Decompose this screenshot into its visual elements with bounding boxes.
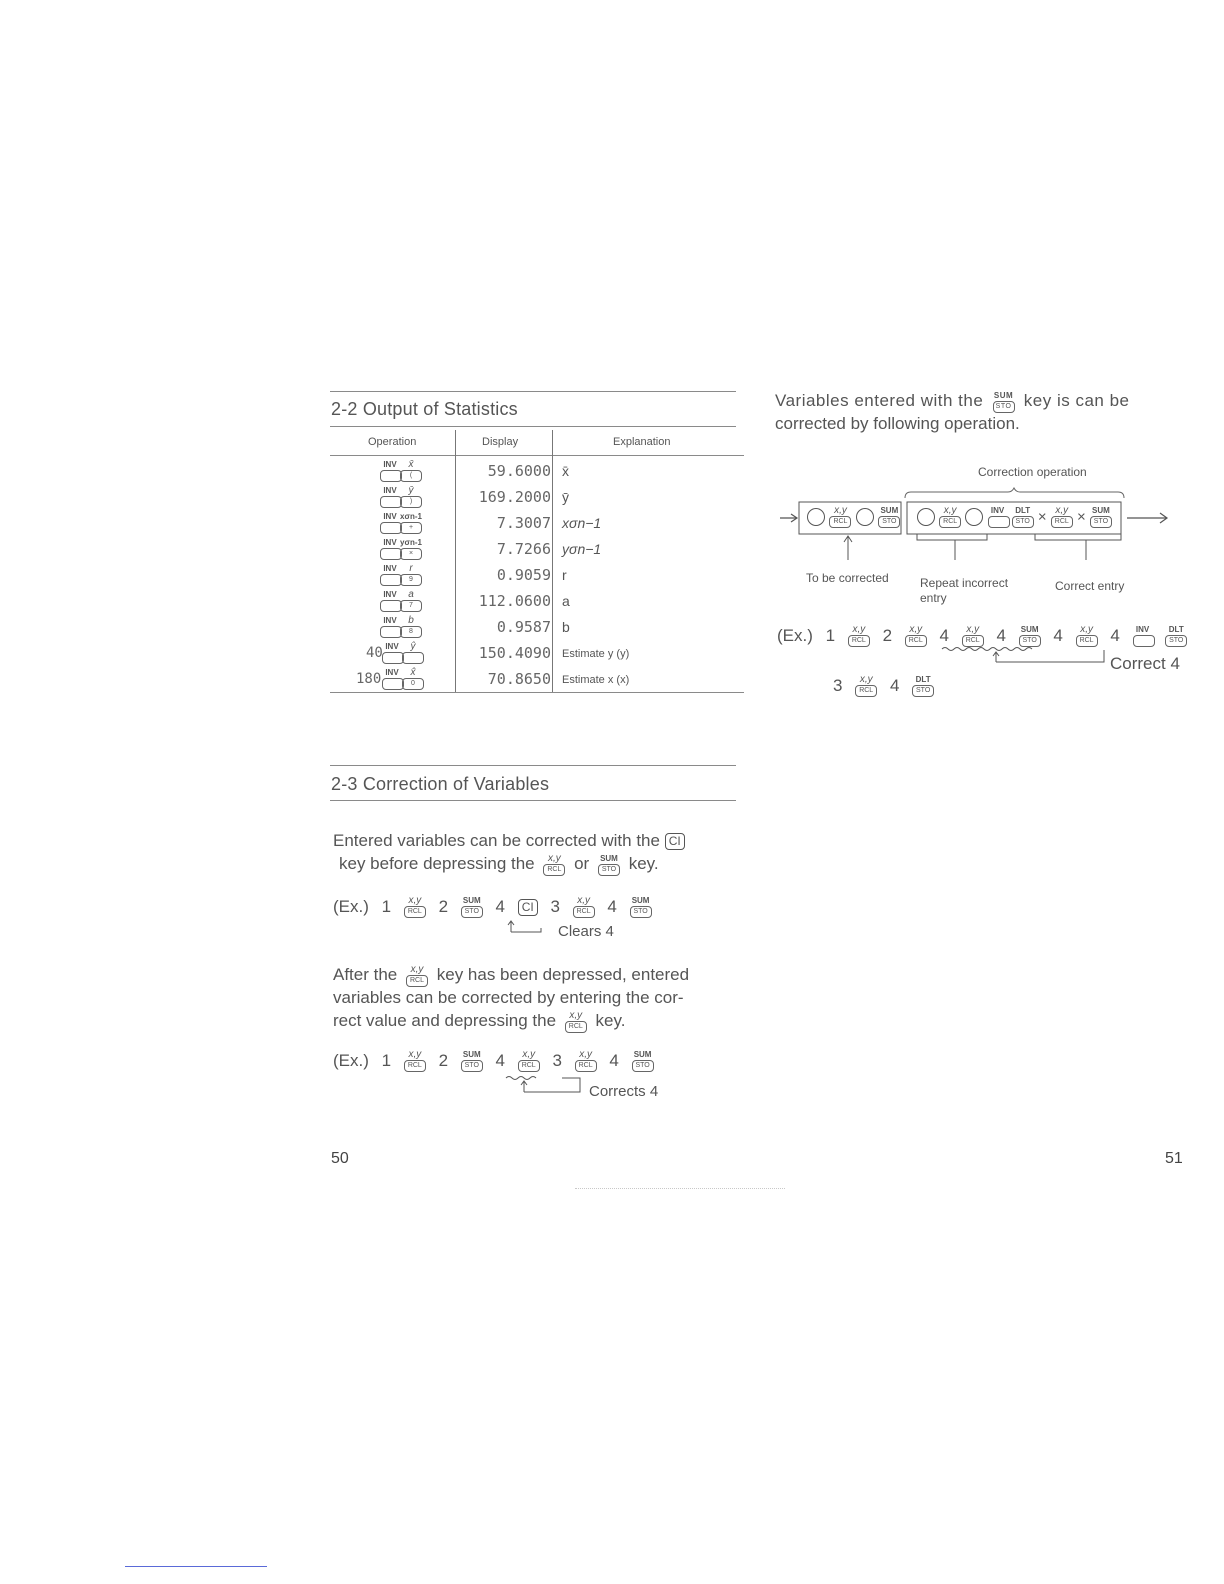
diagram-box-1 [807, 505, 900, 529]
header-operation: Operation [368, 436, 417, 448]
calculator-key: r 9 [400, 563, 422, 587]
explanation: xσn−1 [562, 515, 602, 531]
xy-rcl-key: x,y RCL [855, 674, 877, 698]
title-underline [330, 800, 736, 801]
xy-rcl-key: x,y RCL [905, 624, 927, 648]
display-value: 169.2000 [478, 488, 551, 506]
sum-sto-key: SUM STO [598, 853, 620, 877]
example-right-line-2: 3 x,y RCL 4 DLT STO [833, 674, 942, 698]
scan-artifact [575, 1188, 785, 1189]
inv-key: INV [382, 641, 402, 665]
explanation: r [562, 567, 567, 583]
explanation: b [562, 619, 570, 635]
operation-cell [330, 666, 455, 692]
dlt-sto-key: DLT STO [1012, 505, 1034, 529]
xy-rcl-key: x,y RCL [404, 1049, 426, 1073]
top-rule [330, 391, 736, 392]
inv-key: INV [988, 505, 1008, 529]
paragraph-2-line-3: rect value and depressing the x,y RCL key. [333, 1009, 625, 1034]
note-clears: Clears 4 [558, 923, 614, 940]
label-to-be-corrected: To be corrected [806, 571, 889, 585]
display-value: 150.4090 [478, 644, 551, 662]
times-icon: × [1076, 508, 1086, 526]
inv-key: INV [380, 485, 400, 509]
explanation: ȳ [562, 489, 569, 505]
correction-bracket-icon [504, 1074, 584, 1096]
table-row [330, 458, 744, 484]
calculator-key: a 7 [400, 589, 422, 613]
number-entry-icon [856, 508, 874, 526]
xy-rcl-key: x,y RCL [939, 505, 961, 529]
table-row [330, 666, 744, 692]
xy-rcl-key: x,y RCL [404, 895, 426, 919]
header-display: Display [482, 436, 519, 448]
display-value: 0.9587 [496, 618, 551, 636]
page-number-right: 51 [1165, 1150, 1183, 1167]
number-entry-icon [965, 508, 983, 526]
inv-key: INV [380, 563, 400, 587]
paragraph-1: Entered variables can be corrected with the CI [333, 829, 685, 852]
note-corrects: Corrects 4 [589, 1083, 659, 1100]
xy-rcl-key: x,y RCL [518, 1049, 540, 1073]
explanation: x̄ [562, 463, 569, 479]
inv-key: INV [380, 589, 400, 613]
table-row [330, 640, 744, 666]
example-right: (Ex.) 1 x,y RCL 2 x,y RCL 4 x,y RCL 4 SUM STO 4 x,y RCL 4 INV DLT STO [777, 624, 1195, 648]
paragraph-1-line-2: key before depressing the x,y RCL or SUM STO key. [339, 852, 659, 877]
section-title-2-3: 2-3 Correction of Variables [331, 774, 550, 794]
display-value: 7.7266 [496, 540, 551, 558]
xy-rcl-key: x,y RCL [543, 853, 565, 877]
header-rule [330, 455, 744, 456]
table-row [330, 484, 744, 510]
explanation: yσn−1 [562, 541, 602, 557]
example-2: (Ex.) 1 x,y RCL 2 SUM STO 4 x,y RCL 3 x,y RCL 4 SUM STO [333, 1049, 662, 1073]
number-entry-icon [917, 508, 935, 526]
explanation: Estimate x (x) [562, 674, 630, 686]
xy-rcl-key: x,y RCL [1051, 505, 1073, 529]
sum-sto-key: SUM STO [461, 1049, 483, 1073]
calculator-key: yσn-1 × [400, 537, 422, 561]
operation-cell [330, 510, 455, 536]
operation-cell [330, 536, 455, 562]
xy-rcl-key: x,y RCL [406, 964, 428, 988]
calculator-key: b 8 [400, 615, 422, 639]
correct-bracket-icon [940, 646, 1110, 666]
paragraph-2-line-2: variables can be corrected by entering the cor- [333, 988, 684, 1007]
display-value: 112.0600 [478, 592, 551, 610]
table-bottom-rule [330, 692, 744, 693]
inv-key: INV [1133, 624, 1153, 648]
display-value: 59.6000 [487, 462, 551, 480]
table-row [330, 614, 744, 640]
page-number-left: 50 [331, 1150, 349, 1167]
calculator-key: ŷ [402, 641, 424, 665]
table-row [330, 510, 744, 536]
inv-key: INV [380, 615, 400, 639]
example-1: (Ex.) 1 x,y RCL 2 SUM STO 4 CI 3 x,y RCL 4 SUM STO [333, 895, 660, 919]
operation-cell [330, 588, 455, 614]
xy-rcl-key: x,y RCL [1076, 624, 1098, 648]
dlt-sto-key: DLT STO [912, 674, 934, 698]
bracket-arrow-icon [505, 918, 545, 934]
intro-line-2: corrected by following operation. [775, 414, 1020, 433]
operation-cell [330, 458, 455, 484]
display-value: 7.3007 [496, 514, 551, 532]
xy-rcl-key: x,y RCL [575, 1049, 597, 1073]
inv-key: INV [380, 459, 400, 483]
number-entry-icon [807, 508, 825, 526]
xy-rcl-key: x,y RCL [573, 895, 595, 919]
blue-underline [125, 1566, 267, 1567]
sum-sto-key: SUM STO [1019, 624, 1041, 648]
table-row [330, 562, 744, 588]
sum-sto-key: SUM STO [993, 390, 1015, 414]
xy-rcl-key: x,y RCL [565, 1010, 587, 1034]
sum-sto-key: SUM STO [1090, 505, 1112, 529]
ci-key: CI [665, 833, 685, 850]
label-repeat-incorrect: Repeat incorrect [920, 576, 1009, 590]
inv-key: INV [380, 537, 400, 561]
label-correct-entry: Correct entry [1055, 579, 1125, 593]
input-number: 180 [356, 671, 382, 687]
display-value: 70.8650 [487, 670, 551, 688]
diagram-title: Correction operation [978, 465, 1087, 479]
note-correct-4: Correct 4 [1110, 654, 1180, 673]
sum-sto-key: SUM STO [461, 895, 483, 919]
section-title-2-2: 2-2 Output of Statistics [331, 399, 518, 419]
explanation: Estimate y (y) [562, 648, 630, 660]
inv-key: INV [382, 667, 402, 691]
table-row [330, 536, 744, 562]
operation-cell [330, 562, 455, 588]
operation-cell [330, 614, 455, 640]
dlt-sto-key: DLT STO [1165, 624, 1187, 648]
sum-sto-key: SUM STO [878, 505, 900, 529]
calculator-key: x̄ ( [400, 459, 422, 483]
section-rule [330, 765, 736, 766]
xy-rcl-key: x,y RCL [848, 624, 870, 648]
explanation: a [562, 593, 570, 609]
operation-cell [330, 484, 455, 510]
calculator-key: x̂ 0 [402, 667, 424, 691]
inv-key: INV [380, 511, 400, 535]
label-repeat-entry: entry [920, 591, 947, 605]
display-value: 0.9059 [496, 566, 551, 584]
sum-sto-key: SUM STO [632, 1049, 654, 1073]
calculator-key: xσn-1 + [400, 511, 422, 535]
xy-rcl-key: x,y RCL [829, 505, 851, 529]
sum-sto-key: SUM STO [630, 895, 652, 919]
title-underline [330, 426, 736, 427]
ci-key: CI [518, 899, 538, 916]
diagram-box-2 [917, 505, 1112, 529]
paragraph-2: After the x,y RCL key has been depressed, entered [333, 963, 689, 988]
xy-rcl-key: x,y RCL [962, 624, 984, 648]
operation-cell [330, 640, 455, 666]
calculator-key: ȳ ) [400, 485, 422, 509]
intro-line-1: Variables entered with the SUM STO key is can be [775, 389, 1130, 414]
header-explanation: Explanation [613, 436, 671, 448]
table-row [330, 588, 744, 614]
times-icon: × [1037, 508, 1047, 526]
input-number: 40 [366, 645, 383, 661]
